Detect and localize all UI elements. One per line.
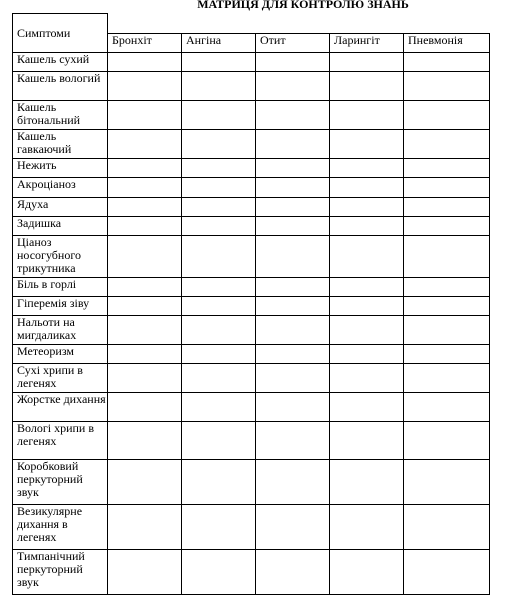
answer-cell[interactable] xyxy=(404,53,490,72)
answer-cell[interactable] xyxy=(108,393,182,422)
answer-cell[interactable] xyxy=(330,72,404,101)
answer-cell[interactable] xyxy=(404,278,490,297)
symptom-label: Коробковий перкуторний звук xyxy=(13,460,108,505)
answer-cell[interactable] xyxy=(182,460,256,505)
table-row xyxy=(13,316,490,345)
answer-cell[interactable] xyxy=(108,550,182,595)
table-row xyxy=(13,422,490,460)
symptom-label: Біль в горлі xyxy=(13,278,108,297)
table-row xyxy=(13,460,490,505)
answer-cell[interactable] xyxy=(256,159,330,178)
answer-cell[interactable] xyxy=(404,460,490,505)
symptom-label: Везикулярне дихання в легенях xyxy=(13,505,108,550)
diagnosis-header: Пневмонія xyxy=(404,34,490,53)
symptom-label: Жорстке дихання xyxy=(13,393,108,422)
answer-cell[interactable] xyxy=(108,236,182,278)
table-row xyxy=(13,72,490,101)
answer-cell[interactable] xyxy=(256,72,330,101)
symptom-column-header: Симптоми xyxy=(13,14,108,53)
answer-cell[interactable] xyxy=(330,422,404,460)
header-top-row xyxy=(13,14,490,34)
answer-cell[interactable] xyxy=(108,130,182,159)
answer-cell[interactable] xyxy=(182,217,256,236)
answer-cell[interactable] xyxy=(108,505,182,550)
answer-cell[interactable] xyxy=(256,178,330,198)
answer-cell[interactable] xyxy=(404,101,490,130)
answer-cell[interactable] xyxy=(182,422,256,460)
table-row xyxy=(13,101,490,130)
answer-cell[interactable] xyxy=(182,364,256,393)
symptom-label: Кашель сухий xyxy=(13,53,108,72)
answer-cell[interactable] xyxy=(256,460,330,505)
answer-cell[interactable] xyxy=(256,278,330,297)
symptom-label: Сухі хрипи в легенях xyxy=(13,364,108,393)
answer-cell[interactable] xyxy=(330,393,404,422)
answer-cell[interactable] xyxy=(404,393,490,422)
answer-cell[interactable] xyxy=(108,345,182,364)
symptom-label: Акроціаноз xyxy=(13,178,108,198)
table-row xyxy=(13,345,490,364)
diagnosis-header: Бронхіт xyxy=(108,34,182,53)
answer-cell[interactable] xyxy=(404,505,490,550)
answer-cell[interactable] xyxy=(182,345,256,364)
answer-cell[interactable] xyxy=(182,505,256,550)
table-row xyxy=(13,217,490,236)
answer-cell[interactable] xyxy=(404,550,490,595)
answer-cell[interactable] xyxy=(404,364,490,393)
table-row xyxy=(13,550,490,595)
answer-cell[interactable] xyxy=(330,460,404,505)
answer-cell[interactable] xyxy=(256,130,330,159)
answer-cell[interactable] xyxy=(330,101,404,130)
answer-cell[interactable] xyxy=(404,422,490,460)
table-row xyxy=(13,364,490,393)
answer-cell[interactable] xyxy=(182,297,256,316)
table-row xyxy=(13,198,490,217)
table-row xyxy=(13,236,490,278)
answer-cell[interactable] xyxy=(108,53,182,72)
answer-cell[interactable] xyxy=(404,130,490,159)
table-row xyxy=(13,130,490,159)
symptom-label: Задишка xyxy=(13,217,108,236)
answer-cell[interactable] xyxy=(182,178,256,198)
answer-cell[interactable] xyxy=(256,297,330,316)
symptom-label: Вологі хрипи в легенях xyxy=(13,422,108,460)
answer-cell[interactable] xyxy=(182,130,256,159)
answer-cell[interactable] xyxy=(182,393,256,422)
diagnosis-header: Отит xyxy=(256,34,330,53)
answer-cell[interactable] xyxy=(330,364,404,393)
table-row xyxy=(13,159,490,178)
symptom-label: Кашель бітональний xyxy=(13,101,108,130)
answer-cell[interactable] xyxy=(182,72,256,101)
symptom-label: Кашель гавкаючий xyxy=(13,130,108,159)
answer-cell[interactable] xyxy=(108,217,182,236)
symptom-label: Ціаноз носогубного трикутника xyxy=(13,236,108,278)
table-row xyxy=(13,297,490,316)
answer-cell[interactable] xyxy=(108,198,182,217)
answer-cell[interactable] xyxy=(330,550,404,595)
answer-cell[interactable] xyxy=(330,316,404,345)
symptom-label: Метеоризм xyxy=(13,345,108,364)
answer-cell[interactable] xyxy=(404,198,490,217)
table-row xyxy=(13,278,490,297)
symptom-label: Гіперемія зіву xyxy=(13,297,108,316)
answer-cell[interactable] xyxy=(108,278,182,297)
symptom-label: Нежить xyxy=(13,159,108,178)
answer-cell[interactable] xyxy=(330,178,404,198)
answer-cell[interactable] xyxy=(404,297,490,316)
answer-cell[interactable] xyxy=(330,217,404,236)
answer-cell[interactable] xyxy=(182,236,256,278)
diagnosis-header: Ларингіт xyxy=(330,34,404,53)
answer-cell[interactable] xyxy=(108,364,182,393)
page-title: МАТРИЦЯ ДЛЯ КОНТРОЛЮ ЗНАНЬ xyxy=(197,0,409,11)
header-spacer xyxy=(108,14,490,34)
answer-cell[interactable] xyxy=(256,550,330,595)
answer-cell[interactable] xyxy=(256,53,330,72)
answer-cell[interactable] xyxy=(256,198,330,217)
answer-cell[interactable] xyxy=(330,236,404,278)
symptom-label: Тимпанічний перкуторний звук xyxy=(13,550,108,595)
answer-cell[interactable] xyxy=(330,198,404,217)
answer-cell[interactable] xyxy=(256,364,330,393)
answer-cell[interactable] xyxy=(404,178,490,198)
answer-cell[interactable] xyxy=(404,316,490,345)
answer-cell[interactable] xyxy=(256,345,330,364)
table-row xyxy=(13,53,490,72)
table-row xyxy=(13,393,490,422)
answer-cell[interactable] xyxy=(256,236,330,278)
answer-cell[interactable] xyxy=(330,505,404,550)
answer-cell[interactable] xyxy=(108,101,182,130)
answer-cell[interactable] xyxy=(404,217,490,236)
answer-cell[interactable] xyxy=(256,101,330,130)
table-row xyxy=(13,178,490,198)
symptom-label: Кашель вологий xyxy=(13,72,108,101)
knowledge-control-matrix xyxy=(12,13,490,595)
answer-cell[interactable] xyxy=(108,159,182,178)
answer-cell[interactable] xyxy=(108,178,182,198)
answer-cell[interactable] xyxy=(330,297,404,316)
answer-cell[interactable] xyxy=(330,159,404,178)
table-row xyxy=(13,505,490,550)
answer-cell[interactable] xyxy=(182,53,256,72)
answer-cell[interactable] xyxy=(330,345,404,364)
answer-cell[interactable] xyxy=(256,422,330,460)
symptom-label: Ядуха xyxy=(13,198,108,217)
answer-cell[interactable] xyxy=(256,316,330,345)
answer-cell[interactable] xyxy=(256,505,330,550)
answer-cell[interactable] xyxy=(182,278,256,297)
answer-cell[interactable] xyxy=(404,236,490,278)
answer-cell[interactable] xyxy=(330,53,404,72)
answer-cell[interactable] xyxy=(404,345,490,364)
answer-cell[interactable] xyxy=(182,101,256,130)
answer-cell[interactable] xyxy=(256,217,330,236)
answer-cell[interactable] xyxy=(182,159,256,178)
answer-cell[interactable] xyxy=(256,393,330,422)
answer-cell[interactable] xyxy=(330,278,404,297)
symptom-label: Нальоти на мигдаликах xyxy=(13,316,108,345)
answer-cell[interactable] xyxy=(108,297,182,316)
answer-cell[interactable] xyxy=(404,159,490,178)
answer-cell[interactable] xyxy=(108,422,182,460)
answer-cell[interactable] xyxy=(182,550,256,595)
answer-cell[interactable] xyxy=(182,316,256,345)
answer-cell[interactable] xyxy=(330,130,404,159)
answer-cell[interactable] xyxy=(108,460,182,505)
answer-cell[interactable] xyxy=(182,198,256,217)
diagnosis-header: Ангіна xyxy=(182,34,256,53)
answer-cell[interactable] xyxy=(404,72,490,101)
answer-cell[interactable] xyxy=(108,316,182,345)
answer-cell[interactable] xyxy=(108,72,182,101)
